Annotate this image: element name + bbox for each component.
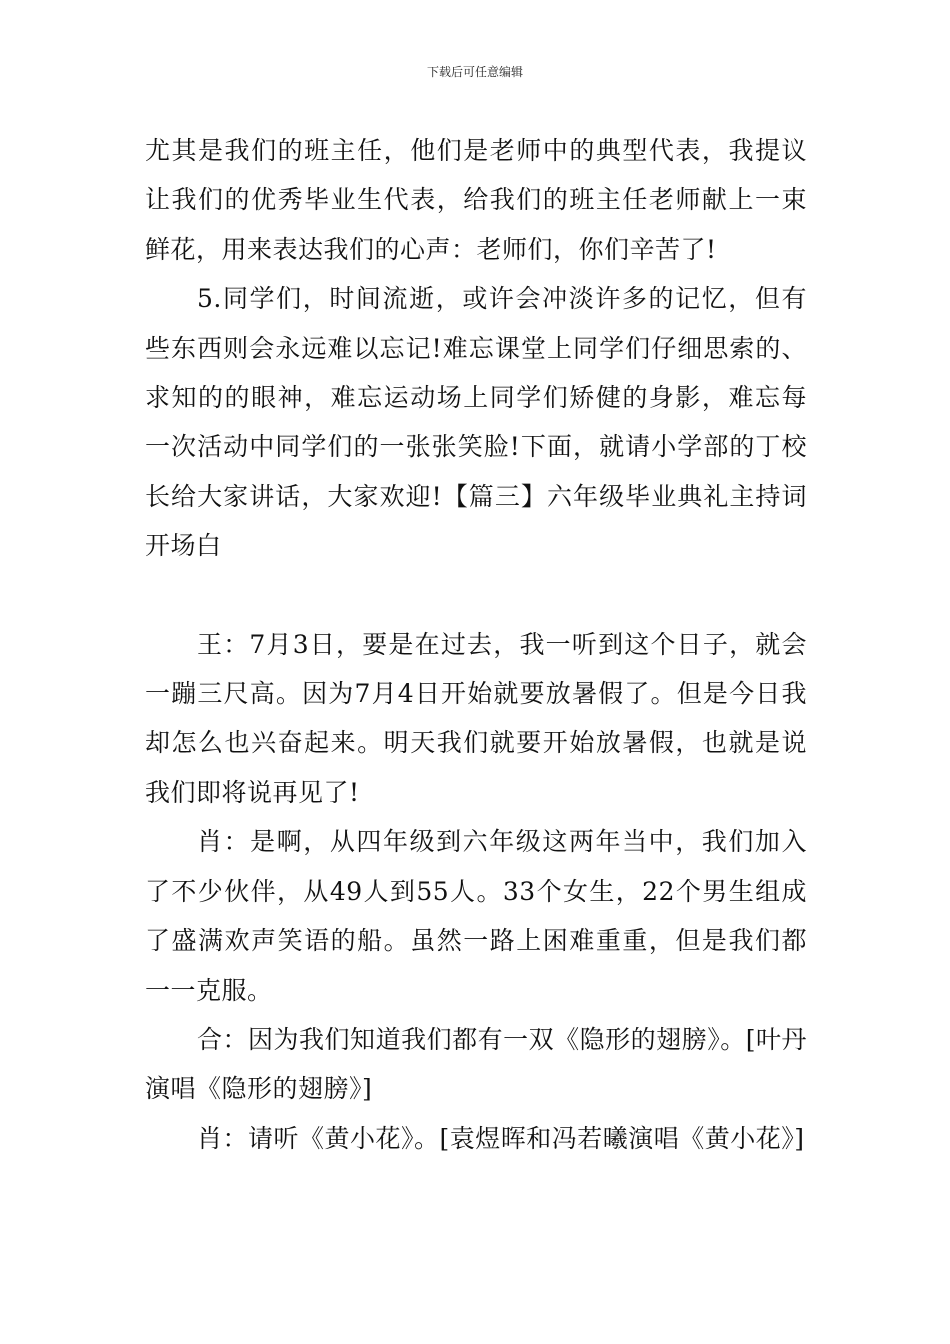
document-body: [145, 126, 807, 1163]
blank-line: [145, 571, 807, 620]
paragraph-together: 合：因为我们知道我们都有一双《隐形的翅膀》。[叶丹演唱《隐形的翅膀》]: [145, 1024, 807, 1104]
paragraph-xiao-2: 肖：请听《黄小花》。[袁煜晖和冯若曦演唱《黄小花》]: [197, 1123, 805, 1153]
page-header-note: 下载后可任意编辑: [426, 65, 523, 79]
paragraph-item-5: 5.同学们，时间流逝，或许会冲淡许多的记忆，但有些东西则会永远难以忘记!难忘课堂上同学们仔细思索的、求知的的眼神，难忘运动场上同学们矫健的身影，难忘每一次活动中同学们的一张张笑脸!下面，就请小学部的丁校长给大家讲话，大家欢迎!【篇三】六年级毕业典礼主持词开场白: [145, 284, 807, 561]
paragraph-xiao-1: 肖：是啊，从四年级到六年级这两年当中，我们加入了不少伙伴，从49人到55人。33个女生，22个男生组成了盛满欢声笑语的船。虽然一路上困难重重，但是我们都一一克服。: [145, 827, 807, 1005]
paragraph-wang: 王：7月3日，要是在过去，我一听到这个日子，就会一蹦三尺高。因为7月4日开始就要放暑假了。但是今日我却怎么也兴奋起来。明天我们就要开始放暑假，也就是说我们即将说再见了!: [145, 629, 807, 807]
paragraph-thanks-teachers: 尤其是我们的班主任，他们是老师中的典型代表，我提议让我们的优秀毕业生代表，给我们的班主任老师献上一束鲜花，用来表达我们的心声：老师们，你们辛苦了!: [145, 136, 807, 264]
